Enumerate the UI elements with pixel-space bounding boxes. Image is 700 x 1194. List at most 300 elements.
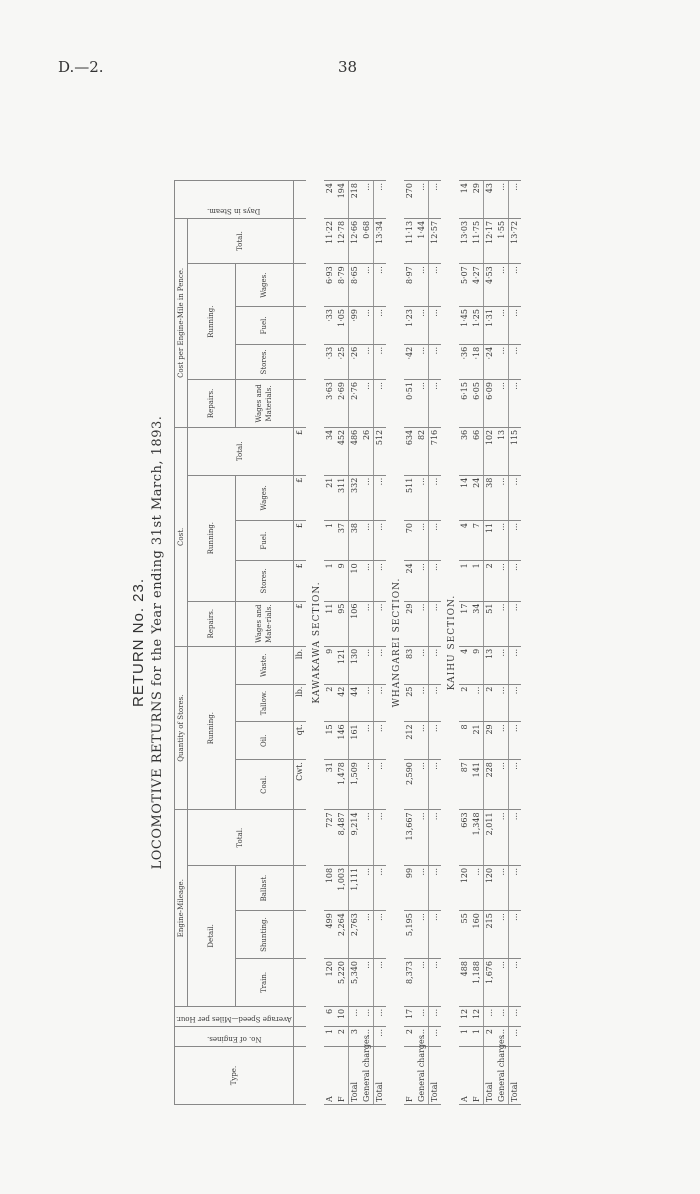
- table-cell: 29: [471, 181, 484, 219]
- table-row: [404, 181, 416, 1105]
- table-cell: Total: [428, 1047, 441, 1105]
- table-cell: Total: [483, 1047, 496, 1105]
- table-cell: 21: [324, 475, 336, 520]
- table-cell: A: [324, 1047, 336, 1105]
- table-cell: 5,195: [404, 911, 416, 959]
- table-cell: ...: [496, 646, 509, 684]
- table-cell: ...: [508, 810, 521, 865]
- table-cell: 2: [483, 561, 496, 601]
- table-cell: 311: [336, 475, 349, 520]
- table-cell: 1: [324, 1026, 336, 1046]
- table-cell: ...: [471, 684, 484, 722]
- table-cell: [293, 1026, 306, 1046]
- table-cell: 10: [348, 561, 361, 601]
- table-cell: ·33: [324, 307, 336, 345]
- table-cell: 8,373: [404, 959, 416, 1007]
- table-cell: 1·23: [404, 307, 416, 345]
- table-cell: ...: [416, 722, 429, 760]
- table-cell: 6·09: [483, 380, 496, 428]
- table-cell: £: [293, 601, 306, 646]
- table-cell: 120: [483, 865, 496, 910]
- table-cell: ...: [416, 1026, 429, 1046]
- table-cell: 4: [459, 646, 471, 684]
- table-cell: 2·76: [348, 380, 361, 428]
- table-cell: ...: [496, 380, 509, 428]
- table-cell: ...: [373, 959, 386, 1007]
- table-cell: 14: [459, 181, 471, 219]
- table-cell: ...: [373, 646, 386, 684]
- table-cell: ...: [416, 344, 429, 379]
- table-cell: ...: [416, 911, 429, 959]
- table-body: [293, 181, 521, 1105]
- locomotive-returns-table: [174, 180, 521, 1105]
- table-cell: ·42: [404, 344, 416, 379]
- table-cell: ...: [508, 959, 521, 1007]
- table-cell: 43: [483, 181, 496, 219]
- col-no-engines: No. of Engines.: [175, 1026, 294, 1046]
- col-mileage-total: Total.: [188, 810, 294, 865]
- table-cell: ...: [496, 1006, 509, 1026]
- col-cost-fuel: Fuel.: [235, 520, 293, 560]
- table-row: [508, 181, 521, 1105]
- section-title: WHANGAREI SECTION.: [391, 577, 402, 708]
- table-cell: 11·13: [404, 218, 416, 263]
- section-title: KAWAKAWA SECTION.: [311, 581, 322, 704]
- table-cell: ...: [416, 380, 429, 428]
- col-quantity-stores: Quantity of Stores.: [175, 646, 188, 810]
- table-cell: 2: [483, 684, 496, 722]
- table-cell: [293, 865, 306, 910]
- table-cell: 1: [324, 561, 336, 601]
- col-pence-fuel: Fuel.: [235, 307, 293, 345]
- table-cell: ...: [508, 307, 521, 345]
- table-row: [483, 181, 496, 1105]
- table-cell: 8: [459, 722, 471, 760]
- table-cell: F: [404, 1047, 416, 1105]
- table-cell: 4: [459, 520, 471, 560]
- table-cell: £: [293, 561, 306, 601]
- col-pence-wages-materials: Wages and Materials.: [235, 380, 293, 428]
- table-cell: 12·78: [336, 218, 349, 263]
- table-cell: ...: [361, 1026, 374, 1046]
- section-title: KAIHU SECTION.: [446, 594, 457, 691]
- table-row: [324, 181, 336, 1105]
- table-cell: 102: [483, 427, 496, 475]
- table-cell: ...: [373, 1026, 386, 1046]
- col-oil: Oil.: [235, 722, 293, 760]
- table-cell: Total: [508, 1047, 521, 1105]
- table-cell: General charges: [361, 1047, 374, 1105]
- table-cell: 7: [471, 520, 484, 560]
- table-cell: 2,264: [336, 911, 349, 959]
- table-cell: 6·93: [324, 264, 336, 307]
- table-cell: 0·51: [404, 380, 416, 428]
- table-cell: ...: [416, 561, 429, 601]
- table-cell: 66: [471, 427, 484, 475]
- table-cell: ...: [373, 344, 386, 379]
- table-cell: 452: [336, 427, 349, 475]
- table-cell: ...: [496, 344, 509, 379]
- table-cell: ...: [428, 344, 441, 379]
- table-cell: 29: [483, 722, 496, 760]
- table-cell: 13·72: [508, 218, 521, 263]
- col-pence-running: Running.: [188, 264, 236, 380]
- table-cell: ...: [508, 865, 521, 910]
- table-cell: ...: [508, 646, 521, 684]
- table-cell: ...: [508, 520, 521, 560]
- table-cell: 2,011: [483, 810, 496, 865]
- page-code: D.—2.: [58, 58, 104, 76]
- table-row: [496, 181, 509, 1105]
- table-cell: 5·07: [459, 264, 471, 307]
- table-cell: ...: [373, 181, 386, 219]
- col-pence-wages: Wages.: [235, 264, 293, 307]
- table-cell: 1,348: [471, 810, 484, 865]
- table-cell: ...: [416, 865, 429, 910]
- col-cost-wages: Wages.: [235, 475, 293, 520]
- table-cell: 24: [471, 475, 484, 520]
- col-waste: Waste.: [235, 646, 293, 684]
- table-cell: ...: [361, 1006, 374, 1026]
- table-cell: ...: [416, 810, 429, 865]
- table-cell: 1·05: [336, 307, 349, 345]
- table-cell: 121: [336, 646, 349, 684]
- table-cell: ...: [496, 307, 509, 345]
- table-cell: 55: [459, 911, 471, 959]
- table-cell: 0·68: [361, 218, 374, 263]
- table-row: [471, 181, 484, 1105]
- table-cell: 1·45: [459, 307, 471, 345]
- table-cell: lb.: [293, 684, 306, 722]
- table-cell: 10: [336, 1006, 349, 1026]
- table-cell: 12·57: [428, 218, 441, 263]
- table-cell: ...: [416, 760, 429, 810]
- table-cell: 1·25: [471, 307, 484, 345]
- col-engine-mileage: Engine-Mileage.: [175, 810, 188, 1006]
- table-cell: ...: [428, 646, 441, 684]
- table-cell: 38: [348, 520, 361, 560]
- table-cell: ...: [428, 380, 441, 428]
- table-cell: ...: [348, 1006, 361, 1026]
- table-cell: 6: [324, 1006, 336, 1026]
- table-cell: 17: [459, 601, 471, 646]
- table-cell: ...: [508, 181, 521, 219]
- table-cell: ...: [361, 380, 374, 428]
- table-cell: 332: [348, 475, 361, 520]
- table-cell: 511: [404, 475, 416, 520]
- table-cell: ...: [416, 520, 429, 560]
- table-cell: ...: [508, 1006, 521, 1026]
- table-cell: ...: [361, 911, 374, 959]
- table-cell: 37: [336, 520, 349, 560]
- table-cell: Total: [373, 1047, 386, 1105]
- table-cell: ·18: [471, 344, 484, 379]
- table-cell: ...: [416, 684, 429, 722]
- table-cell: 120: [324, 959, 336, 1007]
- table-cell: ...: [508, 760, 521, 810]
- table-cell: 12·66: [348, 218, 361, 263]
- table-cell: ...: [361, 264, 374, 307]
- table-cell: 5,220: [336, 959, 349, 1007]
- table-cell: 24: [324, 181, 336, 219]
- table-cell: lb.: [293, 646, 306, 684]
- table-cell: ...: [373, 760, 386, 810]
- table-cell: ...: [361, 684, 374, 722]
- table-cell: ...: [361, 344, 374, 379]
- table-cell: 1: [471, 561, 484, 601]
- col-detail: Detail.: [188, 865, 236, 1006]
- col-wages-materials: Wages and Mate-rials.: [235, 601, 293, 646]
- table-cell: 141: [471, 760, 484, 810]
- table-cell: 6·15: [459, 380, 471, 428]
- table-cell: 29: [404, 601, 416, 646]
- table-cell: ...: [508, 911, 521, 959]
- table-cell: 36: [459, 427, 471, 475]
- table-cell: ...: [508, 601, 521, 646]
- table-cell: 120: [459, 865, 471, 910]
- table-cell: [293, 307, 306, 345]
- table-cell: [293, 911, 306, 959]
- col-cost-per-mile: Cost per Engine-Mile in Pence.: [175, 218, 188, 427]
- table-cell: 1·44: [416, 218, 429, 263]
- table-cell: 194: [336, 181, 349, 219]
- col-pence-repairs: Repairs.: [188, 380, 236, 428]
- table-cell: ·26: [348, 344, 361, 379]
- table-cell: £: [293, 475, 306, 520]
- table-cell: 2: [483, 1026, 496, 1046]
- section-heading: [306, 181, 324, 1105]
- table-cell: ...: [496, 475, 509, 520]
- table-cell: 9: [471, 646, 484, 684]
- table-cell: 1,509: [348, 760, 361, 810]
- col-pence-stores: Stores.: [235, 344, 293, 379]
- table-cell: 11·22: [324, 218, 336, 263]
- table-cell: 12·17: [483, 218, 496, 263]
- table-cell: 512: [373, 427, 386, 475]
- table-cell: ...: [416, 264, 429, 307]
- table-cell: [293, 810, 306, 865]
- rotated-return-sheet: [130, 180, 700, 1105]
- col-cost: Cost.: [175, 427, 188, 646]
- table-row: [348, 181, 361, 1105]
- page-title: RETURN No. 23.: [130, 577, 147, 708]
- table-cell: ...: [373, 911, 386, 959]
- table-cell: ...: [496, 1026, 509, 1046]
- table-row: [416, 181, 429, 1105]
- table-cell: 8·65: [348, 264, 361, 307]
- table-cell: ...: [373, 722, 386, 760]
- table-cell: Cwt.: [293, 760, 306, 810]
- table-cell: ...: [428, 810, 441, 865]
- table-cell: 1,003: [336, 865, 349, 910]
- table-cell: General charges: [496, 1047, 509, 1105]
- table-cell: [293, 344, 306, 379]
- table-cell: ...: [496, 684, 509, 722]
- table-cell: 146: [336, 722, 349, 760]
- table-cell: ...: [361, 722, 374, 760]
- table-cell: 14: [459, 475, 471, 520]
- table-cell: ...: [496, 181, 509, 219]
- table-cell: ...: [428, 1006, 441, 1026]
- col-cost-total: Total.: [188, 427, 294, 475]
- table-cell: £: [293, 427, 306, 475]
- table-cell: ...: [416, 475, 429, 520]
- table-cell: 2: [324, 684, 336, 722]
- table-cell: ...: [483, 1006, 496, 1026]
- table-cell: 2: [404, 1026, 416, 1046]
- table-row: [459, 181, 471, 1105]
- table-cell: 1,676: [483, 959, 496, 1007]
- table-cell: 13,667: [404, 810, 416, 865]
- col-avg-speed: Average Speed—Miles per Hour.: [175, 1006, 294, 1026]
- table-cell: ...: [361, 601, 374, 646]
- col-cost-stores: Stores.: [235, 561, 293, 601]
- table-cell: 38: [483, 475, 496, 520]
- table-cell: General charges: [416, 1047, 429, 1105]
- table-cell: 115: [508, 427, 521, 475]
- table-row: [361, 181, 374, 1105]
- table-cell: ·36: [459, 344, 471, 379]
- table-cell: ...: [416, 646, 429, 684]
- table-cell: 9: [324, 646, 336, 684]
- table-cell: 8·79: [336, 264, 349, 307]
- col-tallow: Tallow.: [235, 684, 293, 722]
- table-cell: ...: [361, 520, 374, 560]
- table-cell: 161: [348, 722, 361, 760]
- col-days-in-steam: Days in Steam.: [175, 181, 294, 219]
- table-cell: 24: [404, 561, 416, 601]
- table-cell: ...: [373, 380, 386, 428]
- table-cell: 1,188: [471, 959, 484, 1007]
- table-cell: ...: [361, 475, 374, 520]
- table-cell: ...: [428, 561, 441, 601]
- table-cell: ...: [496, 520, 509, 560]
- col-pence-total: Total.: [188, 218, 294, 263]
- table-cell: ...: [428, 520, 441, 560]
- table-row: [428, 181, 441, 1105]
- table-cell: ·99: [348, 307, 361, 345]
- table-cell: ...: [416, 601, 429, 646]
- table-cell: 634: [404, 427, 416, 475]
- table-cell: 3·63: [324, 380, 336, 428]
- col-shunting: Shunting.: [235, 911, 293, 959]
- table-cell: 25: [404, 684, 416, 722]
- table-cell: ...: [496, 810, 509, 865]
- table-cell: 4·53: [483, 264, 496, 307]
- table-cell: [293, 264, 306, 307]
- table-cell: [293, 218, 306, 263]
- table-cell: 228: [483, 760, 496, 810]
- table-cell: F: [471, 1047, 484, 1105]
- table-cell: 51: [483, 601, 496, 646]
- table-cell: ...: [428, 1026, 441, 1046]
- table-cell: 11·75: [471, 218, 484, 263]
- table-cell: 82: [416, 427, 429, 475]
- table-cell: A: [459, 1047, 471, 1105]
- table-cell: 34: [471, 601, 484, 646]
- table-cell: 4·27: [471, 264, 484, 307]
- table-cell: ...: [508, 684, 521, 722]
- table-cell: ...: [361, 307, 374, 345]
- table-cell: 12: [459, 1006, 471, 1026]
- col-stores-running: Running.: [188, 646, 236, 810]
- table-cell: 8,487: [336, 810, 349, 865]
- table-cell: ...: [496, 959, 509, 1007]
- table-cell: ...: [361, 959, 374, 1007]
- table-cell: 12: [471, 1006, 484, 1026]
- table-cell: 1: [471, 1026, 484, 1046]
- table-cell: ...: [373, 865, 386, 910]
- table-cell: ...: [508, 380, 521, 428]
- table-cell: ...: [428, 911, 441, 959]
- table-cell: ...: [361, 760, 374, 810]
- table-cell: ...: [508, 561, 521, 601]
- table-cell: 11: [483, 520, 496, 560]
- table-cell: ·25: [336, 344, 349, 379]
- table-cell: ·33: [324, 344, 336, 379]
- table-cell: 21: [471, 722, 484, 760]
- table-cell: ...: [508, 475, 521, 520]
- table-cell: ...: [373, 307, 386, 345]
- table-cell: 486: [348, 427, 361, 475]
- table-cell: ...: [373, 561, 386, 601]
- table-cell: ...: [373, 684, 386, 722]
- table-cell: 3: [348, 1026, 361, 1046]
- col-cost-running: Running.: [188, 475, 236, 601]
- table-row: [336, 181, 349, 1105]
- table-cell: 13·03: [459, 218, 471, 263]
- table-cell: [293, 1006, 306, 1026]
- table-cell: ...: [428, 722, 441, 760]
- table-cell: 9,214: [348, 810, 361, 865]
- table-cell: 26: [361, 427, 374, 475]
- table-cell: 44: [348, 684, 361, 722]
- table-cell: 2,763: [348, 911, 361, 959]
- table-cell: 2·69: [336, 380, 349, 428]
- table-cell: qt.: [293, 722, 306, 760]
- table-cell: ...: [373, 1006, 386, 1026]
- table-cell: ...: [428, 959, 441, 1007]
- table-cell: 716: [428, 427, 441, 475]
- table-cell: [293, 1047, 306, 1105]
- table-cell: 42: [336, 684, 349, 722]
- table-cell: 9: [336, 561, 349, 601]
- table-cell: ...: [416, 181, 429, 219]
- table-cell: ...: [416, 959, 429, 1007]
- table-cell: 1·31: [483, 307, 496, 345]
- table-cell: [293, 380, 306, 428]
- table-cell: ...: [428, 865, 441, 910]
- table-cell: 1: [324, 520, 336, 560]
- table-cell: 270: [404, 181, 416, 219]
- table-cell: ...: [508, 722, 521, 760]
- table-cell: ...: [416, 307, 429, 345]
- table-cell: 1: [459, 1026, 471, 1046]
- table-cell: ...: [428, 601, 441, 646]
- table-cell: ...: [471, 865, 484, 910]
- table-cell: ...: [428, 760, 441, 810]
- table-cell: ...: [496, 264, 509, 307]
- table-cell: 106: [348, 601, 361, 646]
- table-cell: Total: [348, 1047, 361, 1105]
- table-cell: ...: [496, 722, 509, 760]
- table-cell: £: [293, 520, 306, 560]
- table-cell: 663: [459, 810, 471, 865]
- table-cell: 1,478: [336, 760, 349, 810]
- table-cell: 17: [404, 1006, 416, 1026]
- table-cell: ...: [508, 264, 521, 307]
- table-cell: 218: [348, 181, 361, 219]
